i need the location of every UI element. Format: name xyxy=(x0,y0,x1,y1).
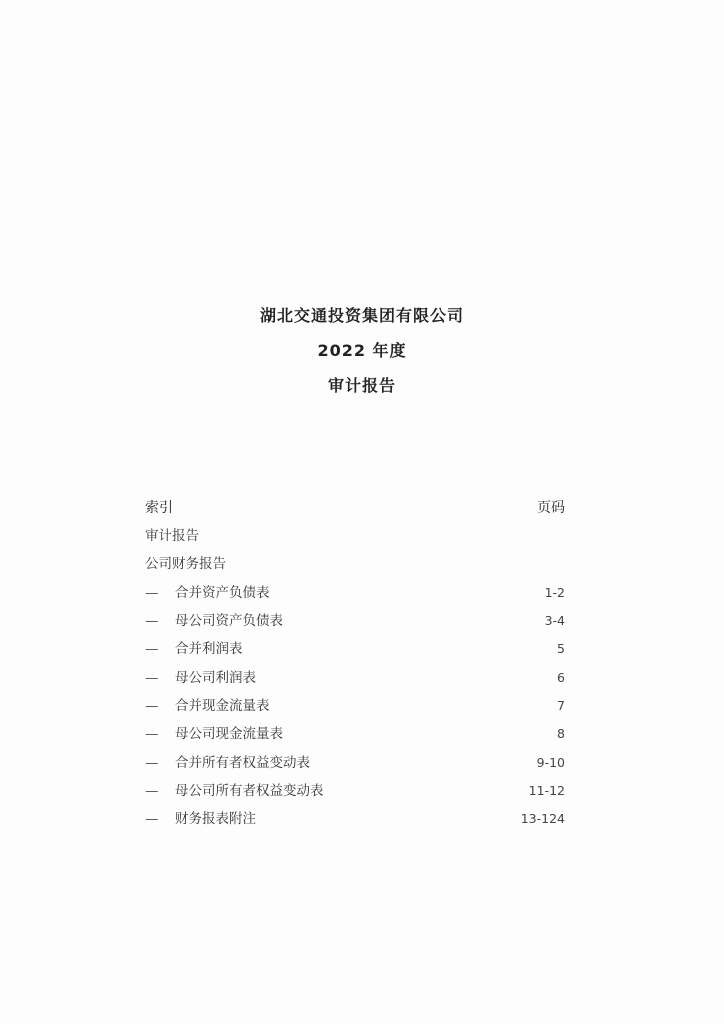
toc-item xyxy=(145,635,565,663)
toc-item-label: 母公司现金流量表 xyxy=(175,726,283,743)
toc-item-pages: 7 xyxy=(557,697,565,713)
toc-dash: — xyxy=(145,726,159,743)
toc-header xyxy=(145,494,565,522)
toc-item-pages: 9-10 xyxy=(536,754,565,770)
toc-item-pages: 13-124 xyxy=(520,811,565,827)
toc-dash: — xyxy=(145,613,159,630)
toc-item-label: 母公司资产负债表 xyxy=(175,613,283,630)
toc-item-label: 合并现金流量表 xyxy=(175,697,270,714)
toc-item-pages: 8 xyxy=(557,726,565,742)
toc-item-label: 合并利润表 xyxy=(175,641,243,658)
table-of-contents xyxy=(145,494,565,833)
toc-dash: — xyxy=(145,782,159,799)
toc-item xyxy=(145,579,565,607)
toc-item-pages: 5 xyxy=(557,641,565,657)
toc-item-label: 母公司利润表 xyxy=(175,669,256,686)
toc-dash: — xyxy=(145,669,159,686)
toc-header-index: 索引 xyxy=(145,500,173,516)
toc-item xyxy=(145,748,565,776)
toc-dash: — xyxy=(145,584,159,601)
toc-dash: — xyxy=(145,754,159,771)
toc-item xyxy=(145,805,565,833)
toc-item-label: 合并资产负债表 xyxy=(175,584,270,601)
toc-header-page: 页码 xyxy=(537,500,565,516)
toc-item-pages: 11-12 xyxy=(528,782,565,798)
toc-item-pages: 6 xyxy=(557,669,565,685)
toc-item-label: 财务报表附注 xyxy=(175,811,256,828)
toc-item-pages: 1-2 xyxy=(544,584,565,600)
toc-dash: — xyxy=(145,697,159,714)
toc-item xyxy=(145,692,565,720)
toc-item xyxy=(145,607,565,635)
report-title: 审计报告 xyxy=(327,376,396,395)
report-year: 2022 年度 xyxy=(317,341,407,360)
toc-section-audit: 审计报告 xyxy=(145,528,199,544)
toc-section-financial: 公司财务报告 xyxy=(145,556,226,573)
toc-item-pages: 3-4 xyxy=(544,613,565,629)
toc-dash: — xyxy=(145,641,159,658)
toc-item-label: 母公司所有者权益变动表 xyxy=(175,782,324,799)
toc-dash: — xyxy=(145,811,159,828)
toc-item xyxy=(145,720,565,748)
toc-item-label: 合并所有者权益变动表 xyxy=(175,754,310,771)
toc-item xyxy=(145,663,565,691)
toc-item xyxy=(145,777,565,805)
company-title: 湖北交通投资集团有限公司 xyxy=(259,306,464,325)
title-block xyxy=(0,298,724,403)
